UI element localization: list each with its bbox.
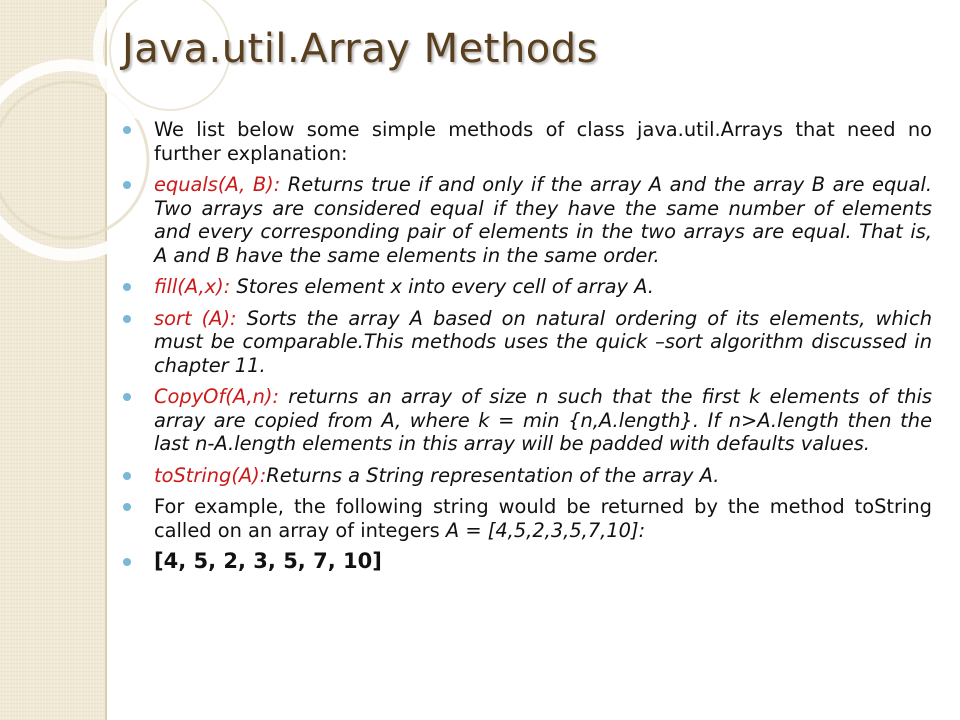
bullet-list xyxy=(120,118,932,582)
bullet-tostring xyxy=(120,464,932,488)
bullet-fill xyxy=(120,275,932,299)
bullet-dot-icon xyxy=(123,472,131,480)
bullet-text: For example, the following string would be returned by the method toString called on an array of integers xyxy=(154,495,932,542)
example-array: A = [4,5,2,3,5,7,10]: xyxy=(445,518,646,542)
bullet-text: returns an array of size n such that the first k elements of this array are copied from A, where k = min {n,A.length}. If n>A.length then the last n-A.length elements in this array will be padded with defaults values. xyxy=(154,385,932,455)
bullet-dot-icon xyxy=(123,181,131,189)
bullet-dot-icon xyxy=(123,126,131,134)
bullet-dot-icon xyxy=(123,315,131,323)
bullet-result xyxy=(120,550,932,574)
bullet-sort xyxy=(120,307,932,378)
bullet-dot-icon xyxy=(123,283,131,291)
result-string: [4, 5, 2, 3, 5, 7, 10] xyxy=(154,549,382,573)
method-keyword: equals(A, B): xyxy=(154,173,281,196)
bullet-text: Returns a String representation of the array A. xyxy=(266,463,720,487)
bullet-text: Stores element x into every cell of array A. xyxy=(230,275,654,298)
bullet-text: Sorts the array A based on natural ordering of its elements, which must be comparable.This methods uses the quick –sort algorithm discussed in chapter 11. xyxy=(154,306,932,377)
bullet-dot-icon xyxy=(123,393,131,401)
bullet-equals xyxy=(120,173,932,267)
bullet-dot-icon xyxy=(123,503,131,511)
bullet-intro xyxy=(120,118,932,165)
method-keyword: sort (A): xyxy=(154,306,237,330)
method-keyword: CopyOf(A,n): xyxy=(154,385,280,408)
bullet-text: We list below some simple methods of class java.util.Arrays that need no further explanation: xyxy=(154,118,932,165)
bullet-copyof xyxy=(120,385,932,456)
bullet-text: Returns true if and only if the array A and the array B are equal. Two arrays are considered equal if they have the same number of elements and every corresponding pair of elements in the two arrays are equal. That is, A and B have the same elements in the same order. xyxy=(154,173,932,267)
slide-title: Java.util.Array Methods xyxy=(122,26,598,72)
method-keyword: fill(A,x): xyxy=(154,275,231,298)
method-keyword: toString(A): xyxy=(154,463,267,487)
bullet-dot-icon xyxy=(123,558,131,566)
bullet-example xyxy=(120,495,932,542)
